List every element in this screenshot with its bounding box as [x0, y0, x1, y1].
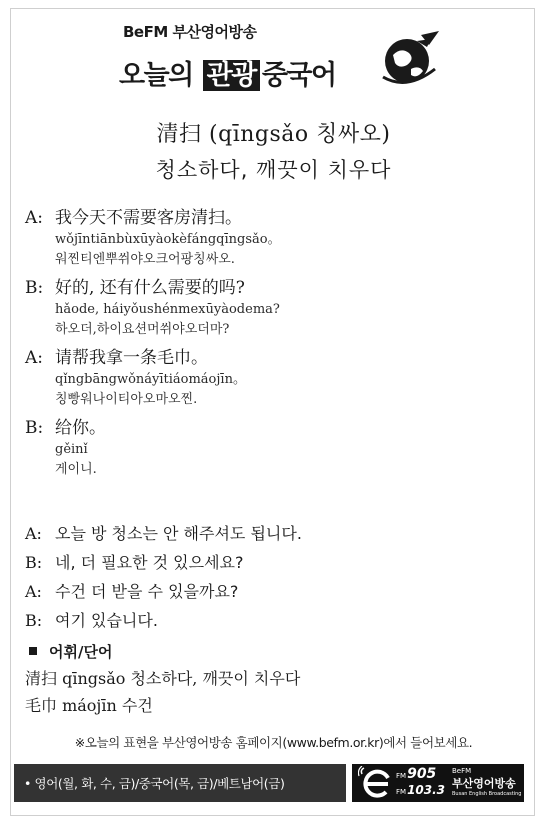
- brand-title: [119, 53, 336, 92]
- frequency-primary: [396, 766, 436, 782]
- vocabulary-section: [25, 639, 525, 719]
- pinyin-text: gěinǐ: [55, 442, 88, 457]
- vocabulary-heading: [29, 639, 525, 665]
- chinese-line: [25, 276, 525, 300]
- square-bullet-icon: [29, 647, 37, 655]
- dialogue-turn: [25, 276, 525, 340]
- speaker-label: A:: [25, 582, 42, 601]
- speaker-label: A:: [25, 208, 44, 228]
- speaker-label: B:: [25, 553, 43, 572]
- korean-translation: [25, 519, 525, 635]
- page-frame: [10, 8, 535, 816]
- vocabulary-item: 毛巾 máojīn 수건: [25, 696, 153, 715]
- reading-text: 칭빵워나이티아오마오찐.: [55, 392, 198, 407]
- language-schedule: • 영어(월, 화, 수, 금)/중국어(목, 금)/베트남어(금): [14, 764, 346, 802]
- korean-text: 네, 더 필요한 것 있으세요?: [55, 553, 244, 572]
- korean-text: 수건 더 받을 수 있을까요?: [55, 582, 239, 601]
- globe-plane-icon: [377, 29, 441, 89]
- station-name: 부산영어방송: [452, 777, 516, 790]
- korean-line: [25, 548, 525, 577]
- reading-text: 하오더,하이요션머쒸야오더마?: [55, 322, 230, 337]
- speaker-label: A:: [25, 348, 44, 368]
- pinyin-text: wǒjīntiānbùxūyàokèfángqīngsǎo。: [55, 232, 281, 247]
- dialogue-turn: [25, 206, 525, 270]
- station-name-english: Busan English Broadcasting: [452, 791, 522, 797]
- vocabulary-heading-text: 어휘/단어: [49, 643, 113, 661]
- frequency-secondary-value: 103.3: [407, 783, 446, 797]
- chinese-text: 好的, 还有什么需要的吗?: [55, 278, 245, 298]
- speaker-label: B:: [25, 611, 43, 630]
- brand-subtitle: BeFM 부산영어방송: [123, 23, 257, 41]
- station-brand: BeFM: [452, 767, 472, 775]
- dialogue-turn: [25, 416, 525, 480]
- expression-meaning: 청소하다, 깨끗이 치우다: [155, 158, 392, 182]
- brand-title-part1: 오늘의: [119, 60, 201, 91]
- reading-text: 게이니.: [55, 462, 97, 477]
- expression-title: 清扫 (qīngsǎo 칭싸오): [156, 122, 391, 147]
- dialogue-turn: [25, 346, 525, 410]
- brand-title-part2: 중국어: [261, 60, 336, 91]
- pinyin-text: hǎode, háiyǒushénmexūyàodema?: [55, 302, 280, 317]
- listen-note: ※오늘의 표현을 부산영어방송 홈페이지(www.befm.or.kr)에서 들어보세요.: [74, 735, 473, 750]
- korean-line: [25, 606, 525, 635]
- frequency-primary-value: 905: [407, 766, 437, 782]
- chinese-text: 请帮我拿一条毛巾。: [55, 348, 208, 368]
- brand-title-boxed: 관광: [203, 60, 260, 91]
- pinyin-text: qǐngbāngwǒnáyītiáomáojīn。: [55, 372, 246, 387]
- korean-text: 여기 있습니다.: [55, 611, 158, 630]
- chinese-line: [25, 206, 525, 230]
- befm-logo-icon: [358, 766, 394, 800]
- speaker-label: B:: [25, 278, 44, 298]
- speaker-label: A:: [25, 524, 42, 543]
- chinese-text: 给你。: [55, 418, 106, 438]
- station-banner: [352, 764, 524, 802]
- chinese-line: [25, 346, 525, 370]
- chinese-text: 我今天不需要客房清扫。: [55, 208, 242, 228]
- fm-tag: FM: [396, 788, 407, 796]
- chinese-line: [25, 416, 525, 440]
- korean-line: [25, 577, 525, 606]
- fm-tag: FM: [396, 772, 407, 780]
- dialogue-list: [25, 206, 525, 486]
- speaker-label: B:: [25, 418, 44, 438]
- reading-text: 워찐티엔뿌쒸야오크어팡칭싸오.: [55, 252, 235, 267]
- korean-line: [25, 519, 525, 548]
- korean-text: 오늘 방 청소는 안 해주셔도 됩니다.: [55, 524, 302, 543]
- vocabulary-item: 清扫 qīngsǎo 청소하다, 깨끗이 치우다: [25, 669, 301, 688]
- frequency-secondary: [396, 783, 445, 797]
